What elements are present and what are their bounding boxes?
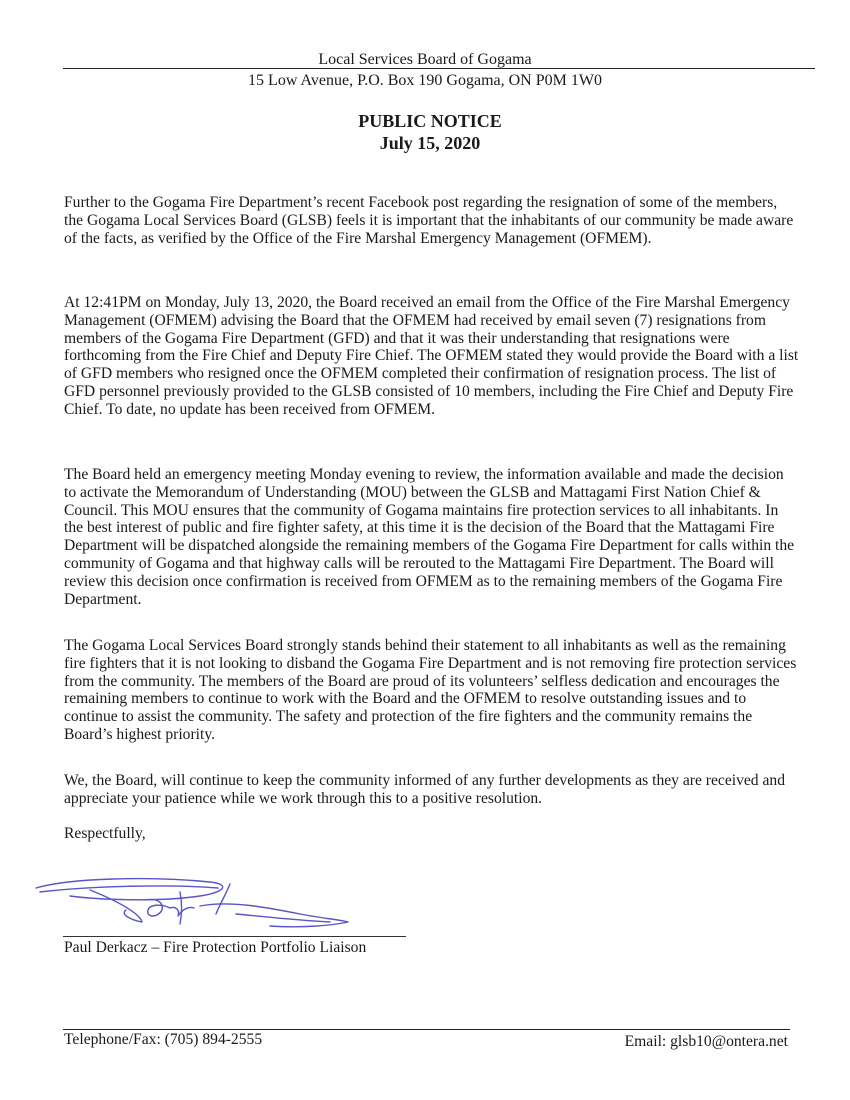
paragraph-board-statement: The Gogama Local Services Board strongly stands behind their statement to all inhabitants as well as the remaining fire fighters that it is not looking to disband the Gogama Fire Department and is not removing fire protection services from the community. The members of the Board are proud of its volunteers’ selfless dedication and encourages the remaining members to continue to work with the Board and the OFMEM to resolve outstanding issues and to continue to assist the community. The safety and protection of the fire fighters and the community remains the Board’s highest priority. bbox=[64, 637, 797, 743]
paragraph-ofmem-email: At 12:41PM on Monday, July 13, 2020, the Board received an email from the Office of the Fire Marshal Emergency Management (OFMEM) advising the Board that the OFMEM had received by email seven (7) resignations from members of the Gogama Fire Department (GFD) and that it was their understanding that resignations were forthcoming from the Fire Chief and Deputy Fire Chief. The OFMEM stated they would provide the Board with a list of GFD members who resigned once the OFMEM completed their confirmation of resignation process. The list of GFD personnel previously provided to the GLSB consisted of 10 members, including the Fire Chief and Deputy Fire Chief. To date, no update has been received from OFMEM. bbox=[64, 294, 799, 418]
paragraph-context: Further to the Gogama Fire Department’s recent Facebook post regarding the resignation of some of the members, the Gogama Local Services Board (GLSB) feels it is important that the inhabitants of our community be made aware of the facts, as verified by the Office of the Fire Marshal Emergency Management (OFMEM). bbox=[64, 194, 794, 247]
handwritten-signature bbox=[30, 870, 370, 940]
notice-date: July 15, 2020 bbox=[379, 133, 481, 153]
paragraph-emergency-meeting: The Board held an emergency meeting Monday evening to review, the information available and made the decision to activate the Memorandum of Understanding (MOU) between the GLSB and Mattagami First Nation Chief & Council. This MOU ensures that the community of Gogama maintains fire protection services to all inhabitants. In the best interest of public and fire fighter safety, at this time it is the decision of the Board that the Mattagami Fire Department will be dispatched alongside the remaining members of the Gogama Fire Department for calls within the community of Gogama and that highway calls will be rerouted to the Mattagami Fire Department. The Board will review this decision once confirmation is received from OFMEM as to the remaining members of the Gogama Fire Department. bbox=[64, 466, 795, 608]
closing-salutation: Respectfully, bbox=[64, 825, 146, 842]
letterhead-address: 15 Low Avenue, P.O. Box 190 Gogama, ON P0M 1W0 bbox=[248, 72, 602, 89]
footer-email: Email: glsb10@ontera.net bbox=[624, 1033, 788, 1050]
signer-name-title: Paul Derkacz – Fire Protection Portfolio Liaison bbox=[64, 939, 367, 956]
footer-divider bbox=[63, 1029, 790, 1030]
notice-title: PUBLIC NOTICE bbox=[358, 111, 502, 131]
letterhead-divider bbox=[63, 68, 815, 69]
signature-line bbox=[63, 936, 406, 937]
paragraph-keep-informed: We, the Board, will continue to keep the community informed of any further developments as they are received and appreciate your patience while we work through this to a positive resolution. bbox=[64, 772, 786, 807]
letterhead-organization: Local Services Board of Gogama bbox=[318, 51, 532, 68]
footer-telephone: Telephone/Fax: (705) 894-2555 bbox=[64, 1031, 263, 1048]
